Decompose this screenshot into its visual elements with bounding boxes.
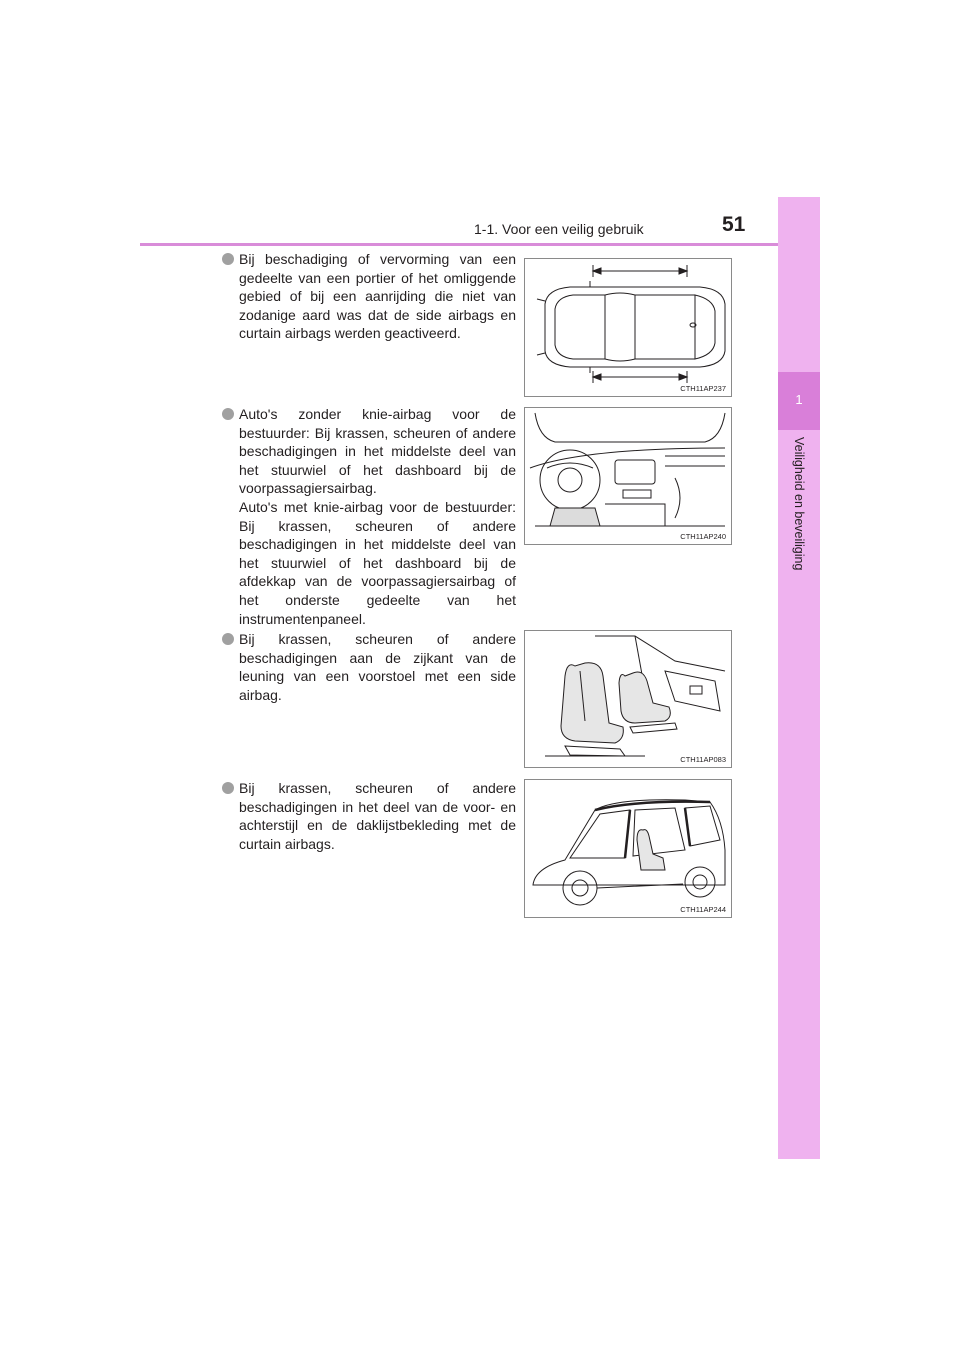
front-seats-illustration xyxy=(524,630,732,768)
list-item xyxy=(222,405,516,628)
item-text: Bij krassen, scheuren of andere beschadigingen aan de zijkant van de leuning van een voorstoel met een side airbag. xyxy=(239,631,516,703)
car-side-cutaway-illustration xyxy=(524,779,732,918)
bullet-icon xyxy=(222,782,234,794)
figure-code: CTH11AP083 xyxy=(680,755,726,764)
item-text: Bij beschadiging of vervorming van een gedeelte van een portier of het omliggende gebied of bij een aanrijding die niet van zodanige aard was dat de side airbags en curtain airbags werden geactiveerd. xyxy=(239,251,516,342)
section-title: 1-1. Voor een veilig gebruik xyxy=(474,221,644,237)
figure-code: CTH11AP237 xyxy=(680,384,726,393)
list-item xyxy=(222,630,516,704)
bullet-icon xyxy=(222,408,234,420)
item-text: Bij krassen, scheuren of andere beschadigingen in het deel van de voor- en achterstijl en de daklijstbekleding met de curtain airbags. xyxy=(239,780,516,852)
figure-code: CTH11AP240 xyxy=(680,532,726,541)
item-text-2: Auto's met knie-airbag voor de bestuurder: Bij krassen, scheuren of andere beschadigingen in het middelste deel van het stuurwiel of het dashboard bij de afdekkap van de voorpassagiersairbag of het onderste gedeelte van het instrumentenpaneel. xyxy=(239,498,516,627)
chapter-title: Veiligheid en beveiliging xyxy=(792,437,806,571)
chapter-number: 1 xyxy=(795,392,803,407)
figure-code: CTH11AP244 xyxy=(680,905,726,914)
bullet-icon xyxy=(222,253,234,265)
item-text: Auto's zonder knie-airbag voor de bestuurder: Bij krassen, scheuren of andere beschadigingen in het middelste deel van het stuurwiel of het dashboard bij de voorpassagiersairbag. xyxy=(239,406,516,497)
list-item xyxy=(222,250,516,343)
side-tab-strip xyxy=(778,197,820,1159)
list-item xyxy=(222,779,516,853)
header-divider xyxy=(140,243,820,246)
dashboard-illustration xyxy=(524,407,732,545)
car-top-view-illustration xyxy=(524,258,732,397)
page-number: 51 xyxy=(722,213,746,236)
bullet-icon xyxy=(222,633,234,645)
